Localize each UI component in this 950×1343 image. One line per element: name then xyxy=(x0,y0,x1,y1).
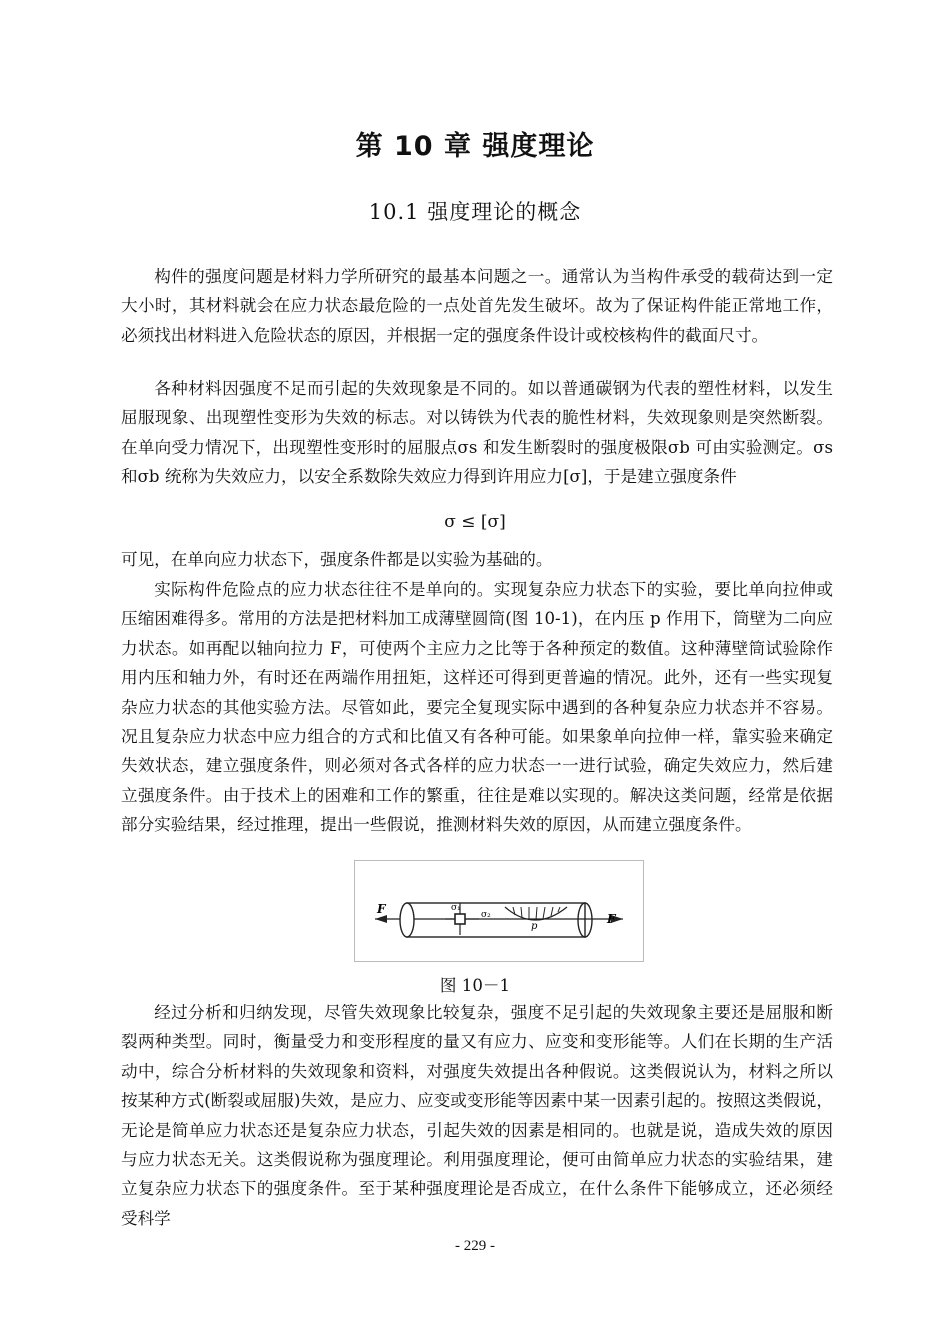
page-number: - 229 - xyxy=(455,1238,495,1254)
figure-caption: 图 10－1 xyxy=(439,976,511,995)
paragraph-3 xyxy=(121,545,833,574)
paragraph-2 xyxy=(121,374,833,492)
strength-condition-formula: σ ≤ [σ] xyxy=(444,512,506,532)
figure-thin-walled-cylinder xyxy=(354,860,644,962)
cylinder-body xyxy=(407,903,585,937)
sigma2-label: σ₂ xyxy=(481,910,491,920)
arrow-left-icon xyxy=(375,915,387,923)
pressure-label: p xyxy=(531,921,538,932)
paragraph-text: 构件的强度问题是材料力学所研究的最基本问题之一。通常认为当构件承受的载荷达到一定大小时，其材料就会在应力状态最危险的一点处首先发生破坏。故为了保证构件能正常地工作，必须找出材料进入危险状态的原因，并根据一定的强度条件设计或校核构件的截面尺寸。 xyxy=(121,267,833,345)
cylinder-end-left xyxy=(400,903,414,937)
paragraph-text: 经过分析和归纳发现，尽管失效现象比较复杂，强度不足引起的失效现象主要还是屈服和断裂两种类型。同时，衡量受力和变形程度的量又有应力、应变和变形能等。人们在长期的生产活动中，综合分析材料的失效现象和资料，对强度失效提出各种假说。这类假说认为，材料之所以按某种方式(断裂或屈服)失效，是应力、应变或变形能等因素中某一因素引起的。按照这类假说，无论是简单应力状态还是复杂应力状态，引起失效的因素是相同的。也就是说，造成失效的原因与应力状态无关。这类假说称为强度理论。利用强度理论，便可由简单应力状态的实验结果，建立复杂应力状态下的强度条件。至于某种强度理论是否成立，在什么条件下能够成立，还必须经受科学 xyxy=(121,1003,833,1228)
cylinder-diagram xyxy=(355,861,643,961)
paragraph-text: 实际构件危险点的应力状态往往不是单向的。实现复杂应力状态下的实验，要比单向拉伸或压缩困难得多。常用的方法是把材料加工成薄壁圆筒(图 10-1)，在内压 p 作用下，筒壁为二向应力状态。如再配以轴向拉力 F，可使两个主应力之比等于各种预定的数值。这种薄壁筒试验除作用内压和轴力外，有时还在两端作用扭矩，这样还可得到更普遍的情况。此外，还有一些实现复杂应力状态的其他实验方法。尽管如此，要完全复现实际中遇到的各种复杂应力状态并不容易。况且复杂应力状态中应力组合的方式和比值又有各种可能。如果象单向拉伸一样，靠实验来确定失效状态，建立强度条件，则必须对各式各样的应力状态一一进行试验，确定失效应力，然后建立强度条件。由于技术上的困难和工作的繁重，往往是难以实现的。解决这类问题，经常是依据部分实验结果，经过推理，提出一些假说，推测材料失效的原因，从而建立强度条件。 xyxy=(121,580,833,835)
paragraph-text: 各种材料因强度不足而引起的失效现象是不同的。如以普通碳钢为代表的塑性材料，以发生屈服现象、出现塑性变形为失效的标志。对以铸铁为代表的脆性材料，失效现象则是突然断裂。在单向受力情况下，出现塑性变形时的屈服点σs 和发生断裂时的强度极限σb 可由实验测定。σs 和σb 统称为失效应力，以安全系数除失效应力得到许用应力[σ]，于是建立强度条件 xyxy=(121,379,833,487)
force-left-label: F xyxy=(377,902,386,916)
force-right-label: F xyxy=(607,912,616,926)
stress-element xyxy=(455,914,465,924)
sigma1-label: σ₁ xyxy=(451,903,461,913)
chapter-title: 第 10 章 强度理论 xyxy=(355,131,595,162)
paragraph-4 xyxy=(121,575,833,840)
paragraph-5 xyxy=(121,998,833,1233)
paragraph-text: 可见，在单向应力状态下，强度条件都是以实验为基础的。 xyxy=(121,550,553,569)
section-title: 10.1 强度理论的概念 xyxy=(368,200,582,224)
paragraph-1 xyxy=(121,262,833,350)
